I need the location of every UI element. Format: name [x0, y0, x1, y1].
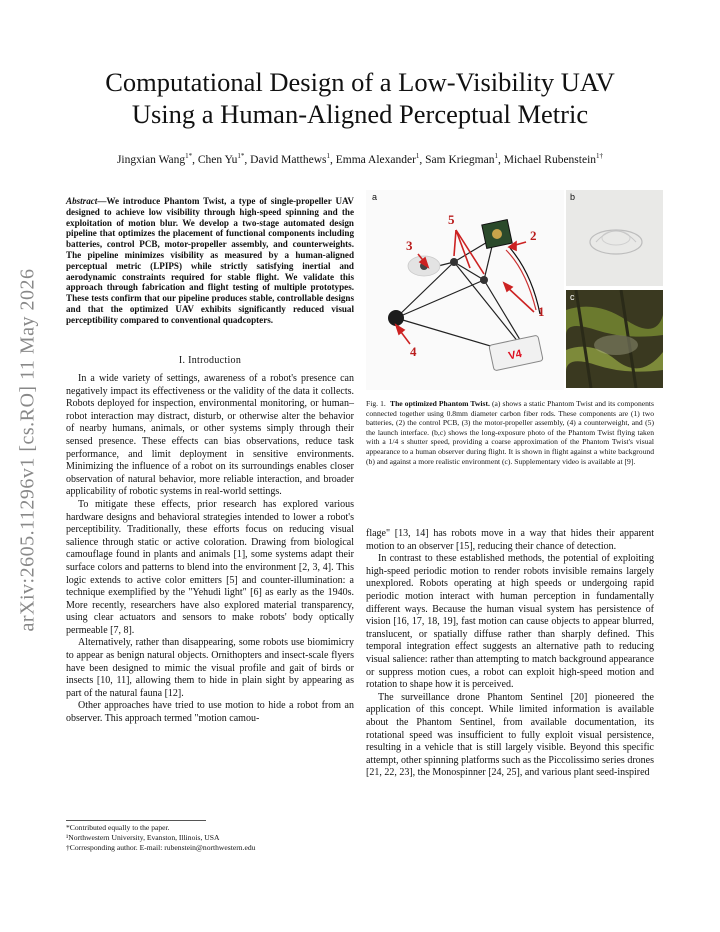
title-line-2: Using a Human-Aligned Perceptual Metric [131, 99, 589, 129]
paragraph: Alternatively, rather than disappearing, some robots use biomimicry to appear as benign natural objects. Ornithopters and insect-scale flyers have been designed to mimic the visual profile and gait of birds or insects [10, 11], allowing them to hide in plain sight by appearing as part of the natural fauna [12]. [66, 637, 354, 699]
title-line-1: Computational Design of a Low-Visibility UAV [105, 67, 615, 97]
uav-photo [366, 190, 564, 390]
right-column-body [366, 528, 654, 780]
section-heading: I. Introduction [178, 355, 242, 366]
paper-title [60, 66, 660, 130]
battery-label: V4 [507, 347, 524, 363]
callout-4: 4 [410, 344, 417, 359]
author: Michael Rubenstein$^{1\dagger}$ [503, 152, 604, 166]
paragraph: To mitigate these effects, prior research has explored various hardware designs and behavioral strategies intended to lower a robot's perceptibility. Traditionally, these efforts focus on reducing visual salience through static or active coloration. Drawing from biological camouflage found in plants and animals [1], some systems adapt their surface colors and patterns to blend into the environment [2, 3, 4]. This logic extends to active color emitters [5] and counter-illumination: a technique exemplified by the "Yehudi light" [6] as early as the 1940s. More recently, researchers have also explored material transparency, using clear actuators and sensors to make robots' body optically permeable [7, 8]. [66, 498, 354, 636]
author: Sam Kriegman$^1$ [425, 152, 498, 166]
caption-title: The optimized Phantom Twist. [390, 399, 490, 408]
paragraph: The surveillance drone Phantom Sentinel [20] pioneered the application of this concept. While limited information is available about the Phantom Sentinel, from available documentation, its rotational speed was insufficient to fully exploit visual persistence, resulting in a vehicle that is still largely visible. Beyond this specific attempt, other spinning platforms such as the Piccolissimo series drones [21, 22, 23], the Monospinner [24, 25], and various plant seed-inspired [366, 691, 654, 779]
author: Jingxian Wang$^{1*}$ [116, 152, 193, 166]
figure-panel-a [366, 190, 564, 390]
panel-label-c: c [570, 292, 575, 302]
author-list: Jingxian Wang$^{1*}$, Chen $Yu^{1*}$, David Matthews$^1$, Emma Alexander$^1$, Sam Kriegman$^1$, Michael Rubenstein$^{1\dagger}$ [116, 152, 604, 166]
callout-2: 2 [530, 228, 537, 243]
abstract-label: Abstract [66, 196, 98, 206]
paragraph: flage" [13, 14] has robots move in a way that hides their apparent motion to an observer [15], reducing their chance of detection. [366, 528, 654, 552]
panel-label-a: a [372, 192, 378, 202]
arxiv-stamp: arXiv:2605.11296v1 [cs.RO] 11 May 2026 [16, 268, 39, 632]
left-column-body [66, 373, 354, 726]
caption-label: Fig. 1. [366, 399, 386, 408]
callout-3: 3 [406, 238, 413, 253]
figure-caption [366, 399, 654, 466]
figure-panel-c [566, 290, 663, 388]
footnote: ¹Northwestern University, Evanston, Illinois, USA [66, 833, 220, 842]
long-exposure-foliage [566, 290, 663, 388]
author: Chen $Yu^{1*}$ [197, 152, 245, 166]
caption-text: (a) shows a static Phantom Twist and its components connected together using 0.8mm diameter carbon fiber rods. These components are (1) two batteries, (2) the control PCB, (3) the motor-propeller assembly, (4) a counterweight, and (5) the launch interface. (b,c) shows the long-exposure photo of the Phantom Twist flying taken with a 1/4 s shutter speed, providing a coarse approximation of the Phantom Twist's visual appearance to a human observer during flight. It is shown in flight against a white background (b) and against a more realistic environment (c). Supplementary video is available at [9]. [366, 399, 654, 466]
paragraph: Other approaches have tried to use motion to hide a robot from an observer. This approach termed "motion camou- [66, 700, 354, 725]
footnote: *Contributed equally to the paper. [66, 823, 170, 832]
abstract-text: —We introduce Phantom Twist, a type of single-propeller UAV designed to achieve low visibility through high-speed spinning and the exploitation of motion blur. We develop a two-stage automated design pipeline that optimizes the placement of functional components including batteries, control PCB, motor-propeller assembly, and counterweights. The pipeline minimizes visibility as measured by a human-aligned perceptual metric (LPIPS) while strictly satisfying inertial and aerodynamic constraints required for stable flight. We validate this approach through fabrication and flight testing of multiple prototypes. These tests confirm that our pipeline produces stable, controllable designs and that the optimized UAV exhibits significantly reduced visual perceptibility compared to conventional quadcopters. [66, 196, 354, 325]
author: Emma Alexander$^1$ [335, 152, 420, 166]
paragraph: In a wide variety of settings, awareness of a robot's presence can negatively impact its effectiveness or the validity of the data it collects. Robots deployed for inspection, environmental monitoring, or human–robot interaction may distract, disturb, or otherwise alter the behavior of nearby humans, animals, or other systems simply through their sensed presence. These effects can bias observations, reduce task performance, and limit deployment in sensitive environments. Minimizing the influence of a robot on its surroundings enables closer observation of natural behavior, more reliable interaction, and broader applicability of robotic systems in real-world settings. [66, 373, 354, 498]
callout-5: 5 [448, 212, 455, 227]
callout-1: 1 [538, 304, 545, 319]
paragraph: In contrast to these established methods, the potential of exploiting high-speed periodic motion to render robots invisible remains largely unexplored. Robots operating at high speeds or undergoing rapid periodic motion interact with human perception in fundamentally different ways. Because the human visual system has persistence of vision [16, 17, 18, 19], fast motion can cause objects to appear blurred, translucent, or spatially diffuse rather than sharply defined. This temporal integration effect suggests an alternative path to reducing visual salience: rather than attempting to match background appearance or suppress motion cues, a robot can exploit high-speed motion and rotation to shape how it is perceived. [366, 553, 654, 691]
panel-label-b: b [570, 192, 576, 202]
footnotes [66, 820, 256, 853]
figure-panel-b [566, 190, 663, 286]
author: David Matthews$^1$ [250, 152, 330, 166]
long-exposure-white [566, 190, 663, 286]
abstract [66, 196, 354, 326]
footnote: †Corresponding author. E-mail: rubenstein@northwestern.edu [66, 843, 256, 852]
